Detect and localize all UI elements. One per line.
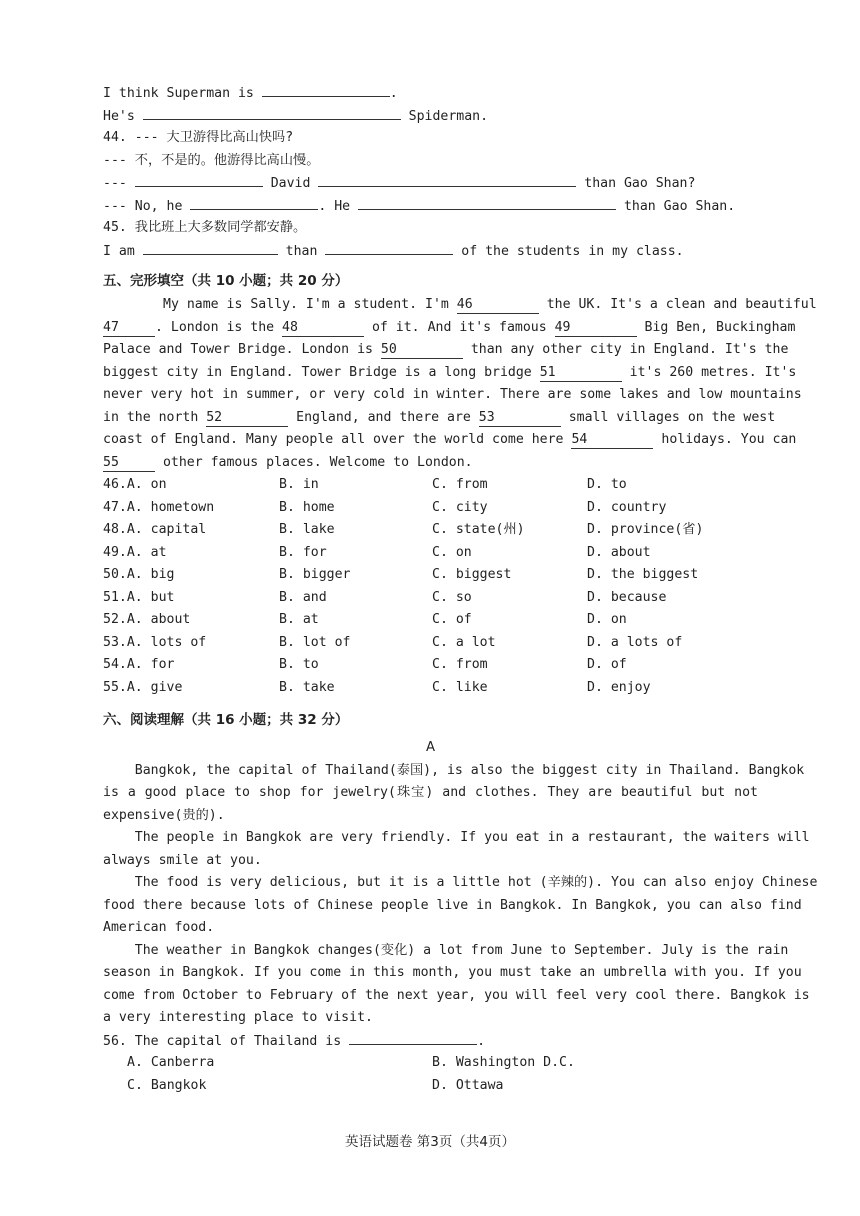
- text: of the students in my class.: [453, 243, 684, 259]
- cloze-line-6: [103, 407, 776, 430]
- text: coast of England. Many people all over the world come here: [103, 432, 572, 447]
- text: than any other city in England. It's the: [462, 342, 789, 357]
- passage-line: food there because lots of Chinese people live in Bangkok. In Bangkok, you can also find: [103, 897, 802, 913]
- option-b[interactable]: B. at: [279, 612, 319, 627]
- option-d[interactable]: D. to: [587, 477, 627, 492]
- q43-line1: [103, 82, 758, 105]
- question-number: 53.: [103, 634, 127, 650]
- question-number: 55.: [103, 679, 127, 695]
- passage-line: Bangkok, the capital of Thailand(泰国), is also the biggest city in Thailand. Bangkok: [103, 762, 805, 778]
- blank-number: 51: [540, 365, 622, 382]
- option-a-cell: [103, 542, 279, 565]
- option-a[interactable]: A. but: [126, 589, 175, 605]
- passage-line: always smile at you.: [103, 852, 262, 868]
- option-c[interactable]: C. state(州): [432, 522, 525, 537]
- text: . London is the: [155, 319, 283, 335]
- cloze-option-row: [103, 497, 758, 520]
- option-b[interactable]: B. lot of: [279, 634, 351, 650]
- cloze-line-4: [103, 362, 797, 385]
- answer-blank: [358, 195, 616, 210]
- option-c[interactable]: C. on: [432, 544, 472, 560]
- blank-number: 55: [103, 455, 155, 472]
- option-a[interactable]: A. hometown: [126, 499, 215, 515]
- option-b[interactable]: B. lake: [279, 522, 335, 537]
- text: 56. The capital of Thailand is: [103, 1033, 350, 1049]
- option-a[interactable]: A. give: [126, 679, 183, 695]
- question-number: 49.: [103, 544, 127, 560]
- text: holidays. You can: [653, 432, 797, 447]
- option-b[interactable]: B. bigger: [279, 567, 351, 582]
- option-d[interactable]: D. a lots of: [587, 634, 683, 650]
- option-c[interactable]: C. like: [432, 679, 488, 695]
- answer-blank: [262, 82, 390, 97]
- passage-line: season in Bangkok. If you come in this month, you must take an umbrella with you. If you: [103, 965, 802, 980]
- exam-page: [103, 82, 818, 1097]
- option-b[interactable]: B. in: [279, 477, 319, 492]
- text: .: [477, 1033, 486, 1049]
- passage-label: A: [425, 740, 436, 755]
- q45-line: [103, 240, 758, 263]
- q44-line3: [103, 172, 758, 195]
- option-c[interactable]: C. biggest: [432, 567, 512, 582]
- q56-options-row1: [103, 1052, 758, 1075]
- option-b[interactable]: B. for: [279, 544, 327, 560]
- q56-stem: [103, 1030, 758, 1053]
- option-a[interactable]: A. about: [126, 612, 191, 627]
- text: --- No, he: [103, 198, 191, 214]
- option-c[interactable]: C. city: [432, 499, 488, 515]
- text: than Gao Shan.: [616, 198, 736, 214]
- blank-number: 46: [457, 297, 539, 314]
- cloze-option-row: [103, 654, 758, 677]
- q56-option-d[interactable]: D. Ottawa: [432, 1077, 504, 1093]
- text: than: [277, 243, 326, 259]
- option-d[interactable]: D. the biggest: [587, 567, 699, 582]
- option-a[interactable]: A. for: [126, 657, 175, 672]
- option-a-cell: [103, 654, 279, 677]
- option-d[interactable]: D. enjoy: [587, 679, 651, 695]
- text: other famous places. Welcome to London.: [155, 454, 473, 470]
- passage-line: expensive(贵的).: [103, 807, 225, 823]
- text: the UK. It's a clean and beautiful: [538, 297, 817, 312]
- cloze-option-row: [103, 632, 758, 655]
- question-number: 54.: [103, 657, 127, 672]
- cloze-line-7: [103, 429, 797, 452]
- option-a[interactable]: A. capital: [126, 522, 207, 537]
- option-a[interactable]: A. big: [126, 567, 175, 582]
- option-c[interactable]: C. from: [432, 477, 488, 492]
- passage-line: The food is very delicious, but it is a little hot (辛辣的). You can also enjoy Chinese: [103, 875, 818, 890]
- option-c[interactable]: C. a lot: [432, 634, 496, 650]
- cloze-options: [103, 474, 758, 699]
- text: .: [389, 86, 398, 101]
- option-d[interactable]: D. of: [587, 657, 627, 672]
- option-a[interactable]: A. on: [126, 477, 167, 492]
- cloze-option-row: [103, 542, 758, 565]
- text: small villages on the west: [560, 409, 776, 425]
- option-a-cell: [103, 519, 279, 542]
- text: it's 260 metres. It's: [621, 364, 797, 380]
- q56-option-c[interactable]: C. Bangkok: [127, 1077, 207, 1093]
- text: Palace and Tower Bridge. London is: [103, 342, 381, 357]
- q56-option-a[interactable]: A. Canberra: [127, 1055, 215, 1070]
- blank-number: 54: [571, 432, 653, 449]
- text: David: [262, 176, 319, 191]
- q44-line4: [103, 195, 758, 218]
- cloze-option-row: [103, 474, 758, 497]
- answer-blank: [135, 172, 263, 187]
- option-c[interactable]: C. of: [432, 612, 472, 627]
- option-a-cell: [103, 677, 279, 700]
- text: I am: [103, 243, 143, 259]
- passage-line: American food.: [103, 920, 215, 935]
- option-a[interactable]: A. at: [126, 544, 167, 560]
- text: of it. And it's famous: [364, 319, 555, 335]
- passage-line: is a good place to shop for jewelry(珠宝) and clothes. They are beautiful but not: [103, 785, 758, 800]
- question-number: 50.: [103, 567, 127, 582]
- question-number: 46.: [103, 477, 127, 492]
- answer-blank: [325, 240, 453, 255]
- text: . He: [318, 198, 359, 214]
- cloze-option-row: [103, 587, 758, 610]
- blank-number: 48: [282, 320, 364, 337]
- q43-line2: [103, 105, 758, 128]
- blank-number: 53: [479, 410, 561, 427]
- option-a-cell: [103, 497, 279, 520]
- cloze-line-8: [103, 452, 758, 475]
- option-b[interactable]: B. home: [279, 499, 335, 515]
- q44-prompt: 44. --- 大卫游得比高山快吗?: [103, 130, 294, 145]
- answer-blank: [190, 195, 318, 210]
- option-b[interactable]: B. and: [279, 589, 327, 605]
- question-number: 48.: [103, 522, 127, 537]
- reading-heading: 六、阅读理解（共 16 小题；共 32 分）: [103, 712, 349, 728]
- blank-number: 50: [381, 342, 463, 359]
- text: Spiderman.: [400, 108, 489, 124]
- cloze-line-2: [103, 317, 796, 340]
- cloze-line-1: [103, 294, 817, 317]
- option-a-cell: [103, 474, 279, 497]
- text: biggest city in England. Tower Bridge is a long bridge: [103, 364, 540, 380]
- blank-number: 49: [555, 320, 637, 337]
- option-b[interactable]: B. to: [279, 657, 319, 672]
- q56-option-b[interactable]: B. Washington D.C.: [432, 1055, 575, 1070]
- blank-number: 47: [103, 320, 155, 337]
- option-b[interactable]: B. take: [279, 679, 335, 695]
- cloze-option-row: [103, 609, 758, 632]
- cloze-option-row: [103, 564, 758, 587]
- passage-line: The people in Bangkok are very friendly. If you eat in a restaurant, the waiters will: [103, 830, 810, 845]
- option-a-cell: [103, 632, 279, 655]
- option-d[interactable]: D. on: [587, 612, 627, 627]
- answer-blank: [143, 240, 278, 255]
- q56-options-row2: [103, 1075, 758, 1098]
- page-footer: 英语试题卷 第3页（共4页）: [345, 1134, 515, 1150]
- option-a[interactable]: A. lots of: [126, 634, 207, 650]
- text: in the north: [103, 409, 207, 425]
- option-d[interactable]: D. country: [587, 499, 667, 515]
- text: ---: [103, 176, 135, 191]
- passage-line: a very interesting place to visit.: [103, 1010, 373, 1025]
- cloze-line-3: [103, 339, 789, 362]
- option-a-cell: [103, 609, 279, 632]
- text: I think Superman is: [103, 86, 262, 101]
- text: than Gao Shan?: [576, 176, 696, 191]
- question-number: 47.: [103, 499, 127, 515]
- option-c[interactable]: C. from: [432, 657, 488, 672]
- passage-line: come from October to February of the next year, you will feel very cool there. Bangkok is: [103, 987, 810, 1003]
- question-number: 51.: [103, 589, 127, 605]
- text: England, and there are: [288, 409, 479, 425]
- text: My name is Sally. I'm a student. I'm: [163, 297, 457, 312]
- text: He's: [103, 108, 143, 124]
- text: Big Ben, Buckingham: [636, 319, 796, 335]
- question-number: 52.: [103, 612, 127, 627]
- q44-answer-cn: --- 不，不是的。他游得比高山慢。: [103, 152, 320, 168]
- option-a-cell: [103, 564, 279, 587]
- option-c[interactable]: C. so: [432, 589, 472, 605]
- answer-blank: [143, 105, 401, 120]
- cloze-heading: 五、完形填空（共 10 小题；共 20 分）: [103, 273, 349, 289]
- blank-number: 52: [206, 410, 288, 427]
- answer-blank: [349, 1030, 477, 1045]
- option-d[interactable]: D. about: [587, 544, 651, 560]
- option-d[interactable]: D. because: [587, 589, 667, 605]
- reading-passage: [103, 760, 818, 1030]
- answer-blank: [318, 172, 576, 187]
- option-a-cell: [103, 587, 279, 610]
- q45-prompt: 45. 我比班上大多数同学都安静。: [103, 220, 307, 235]
- passage-line: The weather in Bangkok changes(变化) a lot from June to September. July is the rain: [103, 942, 789, 958]
- option-d[interactable]: D. province(省): [587, 522, 704, 537]
- cloze-option-row: [103, 677, 758, 700]
- cloze-line-5: never very hot in summer, or very cold in winter. There are some lakes and low mountains: [103, 387, 802, 402]
- cloze-option-row: [103, 519, 758, 542]
